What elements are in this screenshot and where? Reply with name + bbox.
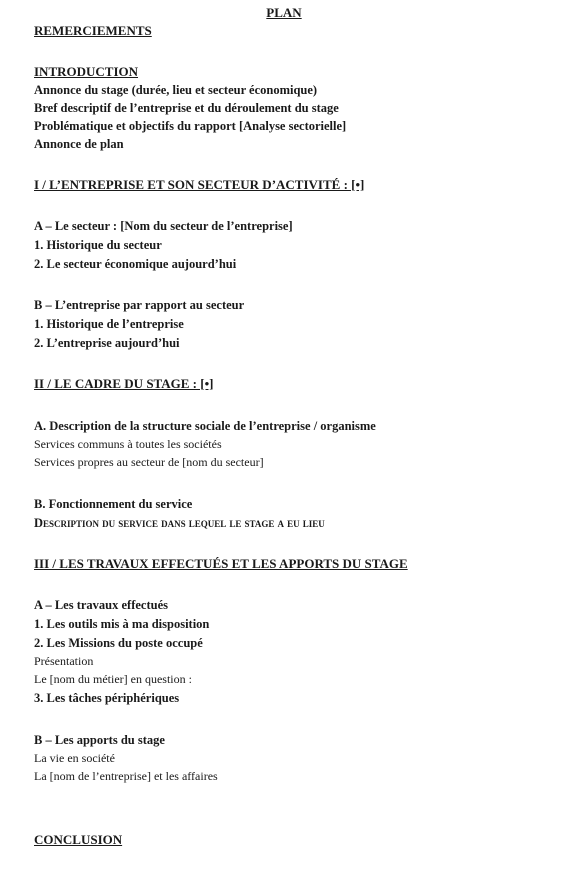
part1-section-a-heading: A – Le secteur : [Nom du secteur de l’entreprise] — [34, 219, 293, 233]
part1-a-item: 2. Le secteur économique aujourd’hui — [34, 257, 237, 271]
part2-b-item: Description du service dans lequel le stage a eu lieu — [34, 516, 325, 530]
heading-introduction: INTRODUCTION — [34, 64, 139, 79]
document-title: PLAN — [266, 5, 302, 20]
intro-item: Annonce de plan — [34, 137, 124, 151]
part1-a-item: 1. Historique du secteur — [34, 238, 162, 252]
part3-section-b-heading: B – Les apports du stage — [34, 733, 165, 747]
part1-section-b-heading: B – L’entreprise par rapport au secteur — [34, 298, 245, 312]
part3-section-a-heading: A – Les travaux effectués — [34, 598, 168, 612]
intro-item: Annonce du stage (durée, lieu et secteur économique) — [34, 83, 318, 97]
intro-item: Bref descriptif de l’entreprise et du déroulement du stage — [34, 101, 339, 115]
heading-part-1: I / L’ENTREPRISE ET SON SECTEUR D’ACTIVITÉ : [•] — [34, 177, 365, 192]
heading-part-3: III / LES TRAVAUX EFFECTUÉS ET LES APPORTS DU STAGE — [34, 556, 408, 571]
part2-section-a-heading: A. Description de la structure sociale de l’entreprise / organisme — [34, 419, 376, 433]
part1-b-item: 2. L’entreprise aujourd’hui — [34, 336, 180, 350]
heading-part-2: II / LE CADRE DU STAGE : [•] — [34, 376, 214, 391]
heading-remerciements: REMERCIEMENTS — [34, 23, 152, 38]
part3-b-item: La [nom de l’entreprise] et les affaires — [34, 769, 218, 783]
part2-section-b-heading: B. Fonctionnement du service — [34, 497, 193, 511]
part3-a-item: 2. Les Missions du poste occupé — [34, 636, 203, 650]
part3-a-item: 3. Les tâches périphériques — [34, 691, 180, 705]
heading-conclusion: CONCLUSION — [34, 832, 123, 847]
part1-b-item: 1. Historique de l’entreprise — [34, 317, 184, 331]
part3-a-item: Le [nom du métier] en question : — [34, 672, 192, 686]
part3-b-item: La vie en société — [34, 751, 115, 765]
part3-a-item: Présentation — [34, 654, 94, 668]
intro-item: Problématique et objectifs du rapport [Analyse sectorielle] — [34, 119, 347, 133]
part2-a-item: Services communs à toutes les sociétés — [34, 437, 222, 451]
part2-a-item: Services propres au secteur de [nom du secteur] — [34, 455, 264, 469]
part3-a-item: 1. Les outils mis à ma disposition — [34, 617, 210, 631]
